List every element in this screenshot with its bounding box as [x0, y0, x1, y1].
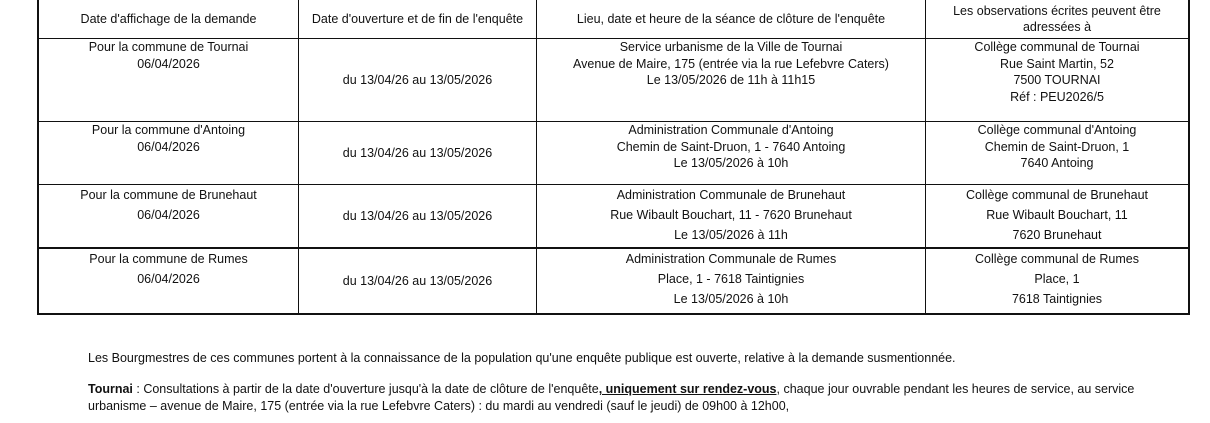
lieu-service: Administration Communale de Rumes — [625, 252, 837, 266]
cell-lieu — [537, 39, 926, 122]
header-date-ouverture-fin: Date d'ouverture et de fin de l'enquête — [299, 0, 537, 39]
cell-periode: du 13/04/26 au 13/05/2026 — [299, 39, 537, 122]
consultation-text-start: : Consultations à partir de la date d'ouverture jusqu'à la date de clôture de l'enquête — [132, 382, 599, 396]
table-header-row — [38, 0, 1189, 39]
cell-periode: du 13/04/26 au 13/05/2026 — [299, 122, 537, 185]
lieu-date-heure: Le 13/05/2026 de 11h à 11h15 — [646, 73, 816, 87]
cell-periode: du 13/04/26 au 13/05/2026 — [299, 185, 537, 249]
date-affichage: 06/04/2026 — [137, 56, 200, 71]
table-row — [38, 122, 1189, 185]
lieu-date-heure: Le 13/05/2026 à 11h — [674, 228, 788, 242]
cell-observations — [926, 248, 1190, 314]
cell-affichage — [38, 248, 299, 314]
obs-rue: Rue Saint Martin, 52 — [1000, 56, 1114, 71]
header-lieu-cloture: Lieu, date et heure de la séance de clôture de l'enquête — [537, 0, 926, 39]
lieu-adresse: Place, 1 - 7618 Taintignies — [657, 272, 805, 286]
header-date-affichage: Date d'affichage de la demande — [38, 0, 299, 39]
cell-affichage — [38, 122, 299, 185]
table-row — [38, 185, 1189, 249]
obs-destinataire: Collège communal de Rumes — [975, 252, 1139, 266]
obs-rue: Place, 1 — [1034, 272, 1080, 286]
cell-lieu — [537, 122, 926, 185]
obs-localite: 7620 Brunehaut — [1012, 228, 1102, 242]
cell-observations — [926, 122, 1190, 185]
intro-paragraph: Les Bourgmestres de ces communes portent à la connaissance de la population qu'une enquête publique est ouverte, relative à la demande susmentionnée. — [88, 351, 956, 365]
date-affichage: 06/04/2026 — [137, 208, 200, 222]
tournai-label: Tournai — [88, 382, 133, 396]
table-row — [38, 39, 1189, 122]
lieu-service: Administration Communale de Brunehaut — [616, 188, 846, 202]
cell-observations — [926, 39, 1190, 122]
obs-rue: Rue Wibault Bouchart, 11 — [986, 208, 1128, 222]
lieu-date-heure: Le 13/05/2026 à 10h — [673, 156, 789, 170]
cell-lieu — [537, 248, 926, 314]
date-affichage: 06/04/2026 — [137, 272, 200, 286]
obs-localite: 7500 TOURNAI — [1013, 73, 1101, 87]
lieu-date-heure: Le 13/05/2026 à 10h — [673, 292, 789, 306]
cell-lieu — [537, 185, 926, 249]
header-observations: Les observations écrites peuvent être adressées à — [926, 0, 1190, 39]
lieu-service: Administration Communale d'Antoing — [628, 123, 834, 137]
rendez-vous-emphasis: , uniquement sur rendez-vous — [598, 382, 777, 396]
obs-rue: Chemin de Saint-Druon, 1 — [984, 139, 1130, 154]
consultation-text-end: , chaque jour ouvrable pendant les heures de service, au service urbanisme – avenue de Maire, 175 (entrée via la rue Lefebvre Caters) : du mardi au vendredi (sauf le jeudi) de 09h00 à 12h00, — [88, 382, 1135, 413]
enquete-table — [37, 0, 1190, 315]
lieu-service: Service urbanisme de la Ville de Tournai — [619, 40, 843, 54]
obs-localite: 7640 Antoing — [1020, 156, 1094, 170]
cell-affichage — [38, 185, 299, 249]
obs-destinataire: Collège communal de Brunehaut — [965, 188, 1149, 202]
commune-label: Pour la commune de Tournai — [88, 40, 249, 54]
commune-label: Pour la commune de Brunehaut — [80, 188, 257, 202]
lieu-adresse: Avenue de Maire, 175 (entrée via la rue Lefebvre Caters) — [573, 56, 889, 71]
cell-periode: du 13/04/26 au 13/05/2026 — [299, 248, 537, 314]
cell-observations — [926, 185, 1190, 249]
table-row — [38, 248, 1189, 314]
obs-destinataire: Collège communal d'Antoing — [977, 123, 1137, 137]
lieu-adresse: Chemin de Saint-Druon, 1 - 7640 Antoing — [616, 139, 846, 154]
date-affichage: 06/04/2026 — [137, 139, 200, 154]
commune-label: Pour la commune d'Antoing — [91, 123, 246, 137]
cell-affichage — [38, 39, 299, 122]
commune-label: Pour la commune de Rumes — [89, 252, 248, 266]
obs-reference: Réf : PEU2026/5 — [1010, 89, 1104, 104]
obs-localite: 7618 Taintignies — [1011, 292, 1103, 306]
lieu-adresse: Rue Wibault Bouchart, 11 - 7620 Brunehaut — [610, 208, 852, 222]
obs-destinataire: Collège communal de Tournai — [974, 40, 1140, 54]
tournai-consultation-paragraph — [88, 381, 1178, 415]
